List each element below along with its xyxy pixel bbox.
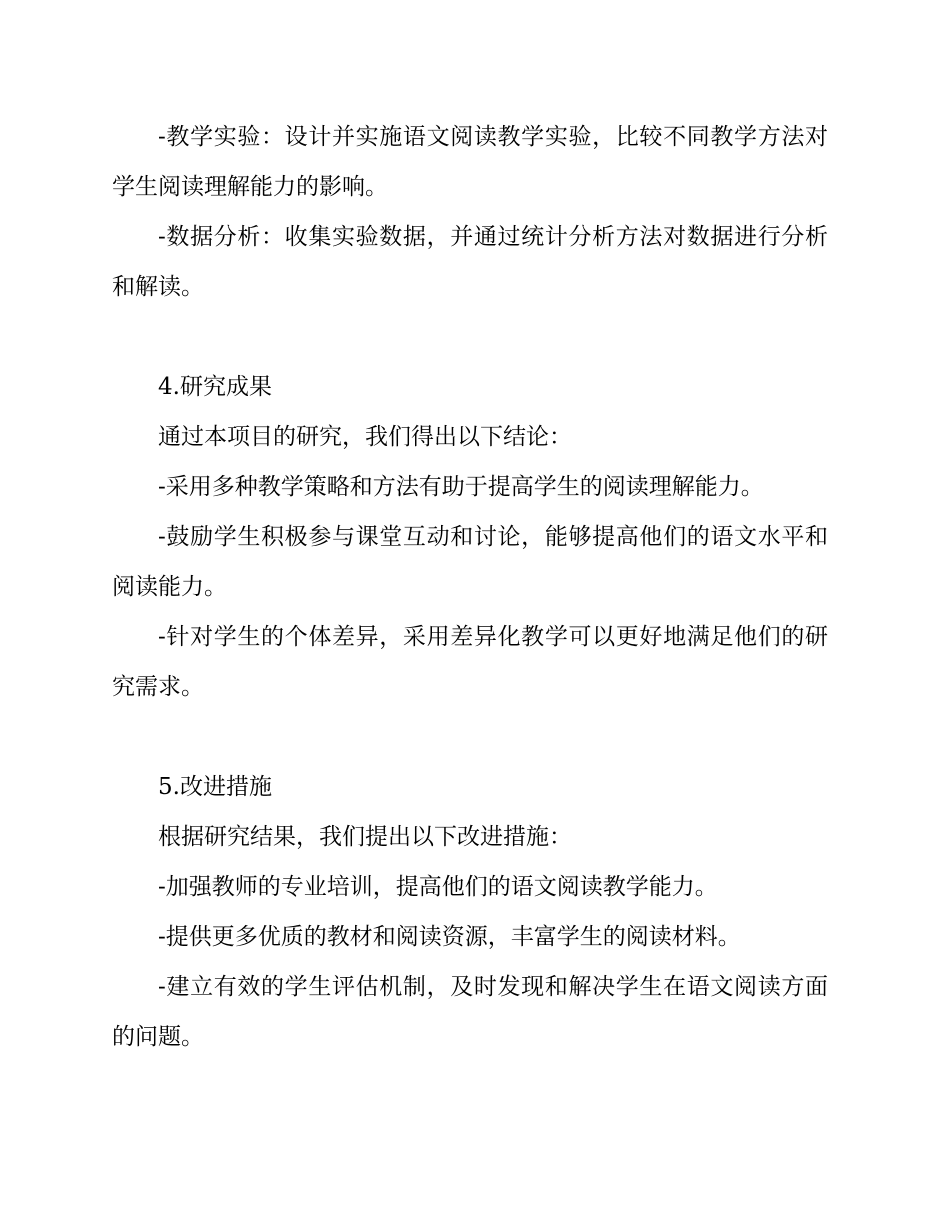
section-heading-improvements: 5.改进措施 <box>158 774 272 800</box>
section-intro-results: 通过本项目的研究，我们得出以下结论： <box>158 424 572 450</box>
list-item-improvement-3: -建立有效的学生评估机制，及时发现和解决学生在语文阅读方面的问题。 <box>112 974 828 1050</box>
section-heading-results: 4.研究成果 <box>158 374 272 400</box>
list-item-result-2: -鼓励学生积极参与课堂互动和讨论，能够提高他们的语文水平和阅读能力。 <box>112 524 828 600</box>
paragraph-gap <box>112 712 828 762</box>
list-item-improvement-2: -提供更多优质的教材和阅读资源，丰富学生的阅读材料。 <box>158 924 741 950</box>
list-item-data-analysis: -数据分析：收集实验数据，并通过统计分析方法对数据进行分析和解读。 <box>112 224 828 300</box>
list-item-improvement-1: -加强教师的专业培训，提高他们的语文阅读教学能力。 <box>158 874 718 900</box>
list-item-result-3: -针对学生的个体差异，采用差异化教学可以更好地满足他们的研究需求。 <box>112 624 828 700</box>
document-body <box>112 112 828 1062</box>
list-item-result-1: -采用多种教学策略和方法有助于提高学生的阅读理解能力。 <box>158 474 764 500</box>
section-intro-improvements: 根据研究结果，我们提出以下改进措施： <box>158 824 572 850</box>
list-item-teaching-experiment: -教学实验：设计并实施语文阅读教学实验，比较不同教学方法对学生阅读理解能力的影响。 <box>112 124 828 200</box>
paragraph-gap <box>112 312 828 362</box>
